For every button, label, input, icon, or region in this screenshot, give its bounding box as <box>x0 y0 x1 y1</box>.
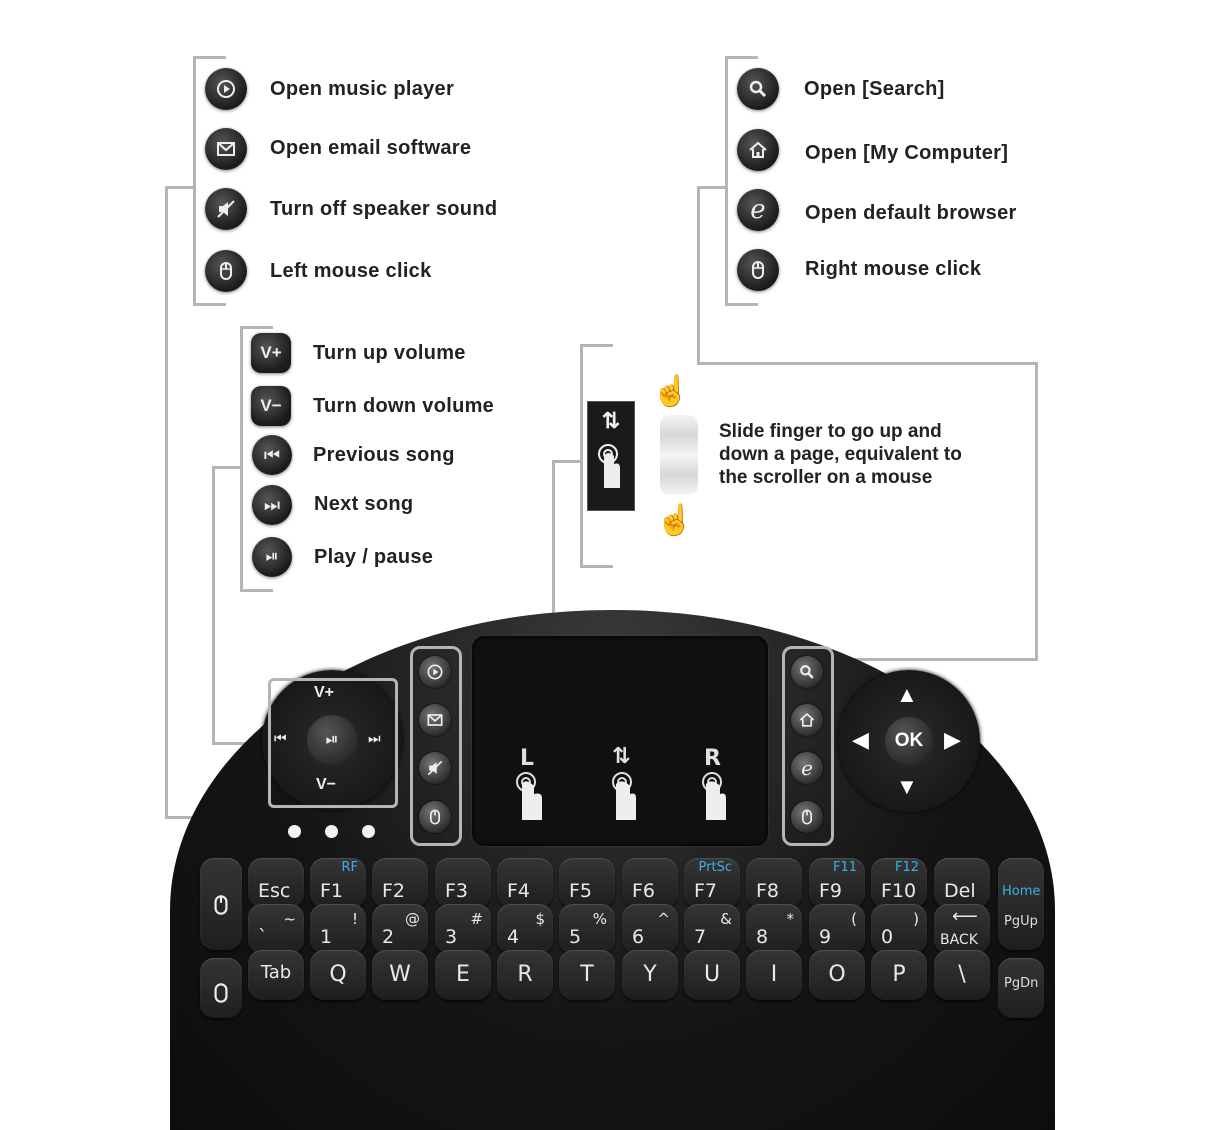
key-label: E <box>456 962 470 987</box>
key-label: 2 <box>382 926 395 948</box>
home-key[interactable] <box>998 858 1044 950</box>
letter-key[interactable] <box>559 950 615 1000</box>
key-alt-label: RF <box>341 860 358 875</box>
number-key[interactable] <box>248 904 304 954</box>
letter-key[interactable] <box>871 950 927 1000</box>
legend-label: Previous song <box>313 444 455 466</box>
home-button[interactable] <box>791 704 823 736</box>
key-label: Del <box>944 880 976 902</box>
connector-right-top-h <box>697 186 727 189</box>
legend-label: Turn down volume <box>313 395 495 417</box>
function-key[interactable] <box>622 858 678 908</box>
left-click-button[interactable] <box>419 801 451 833</box>
function-key[interactable] <box>934 858 990 908</box>
mute-button[interactable] <box>419 752 451 784</box>
connector-right-top-v <box>697 186 700 364</box>
legend-label: Open [My Computer] <box>805 142 1009 164</box>
arrow-down-button[interactable]: ▼ <box>896 774 918 799</box>
key-label: F7 <box>694 880 718 902</box>
number-key[interactable] <box>809 904 865 954</box>
mouse-left-icon <box>205 250 247 292</box>
legend-label: Turn off speaker sound <box>270 198 498 220</box>
pgup-key-label: PgUp <box>1004 914 1038 929</box>
connector-scroll-h <box>552 460 582 463</box>
function-key[interactable] <box>684 858 740 908</box>
play-pause-glyph: ⏯ <box>265 548 279 565</box>
key-label: 7 <box>694 926 707 948</box>
arrow-right-button[interactable]: ▶ <box>944 727 961 752</box>
mute-icon <box>205 188 247 230</box>
key-label: F6 <box>632 880 656 902</box>
function-key[interactable] <box>497 858 553 908</box>
scroll-caption-line: Slide finger to go up and <box>719 421 942 442</box>
scroll-caption <box>719 420 962 489</box>
key-shift-label: ~ <box>283 910 296 928</box>
key-label: F10 <box>881 880 917 902</box>
search-icon <box>737 68 779 110</box>
indicator-led <box>362 825 375 838</box>
function-key[interactable] <box>871 858 927 908</box>
previous-song-glyph: ⏮ <box>263 444 281 465</box>
side-left-click-key-2[interactable] <box>200 958 242 1018</box>
scroll-motion-icon <box>660 415 698 495</box>
key-shift-label: ) <box>913 910 919 928</box>
key-label: W <box>389 962 411 987</box>
function-key[interactable] <box>435 858 491 908</box>
key-shift-label: ! <box>351 910 358 928</box>
next-song-glyph: ⏭ <box>263 494 281 515</box>
key-label: 0 <box>881 926 894 948</box>
key-label: 5 <box>569 926 582 948</box>
letter-key[interactable] <box>372 950 428 1000</box>
legend-label: Turn up volume <box>313 342 466 364</box>
letter-key[interactable] <box>248 950 304 1000</box>
number-key[interactable] <box>622 904 678 954</box>
key-label: T <box>580 962 594 987</box>
backspace-arrow-icon: ⟵ <box>952 906 978 927</box>
search-button[interactable] <box>791 656 823 688</box>
number-key[interactable] <box>497 904 553 954</box>
key-label: Esc <box>258 880 291 902</box>
connector-left-top-v <box>165 186 168 818</box>
function-key[interactable] <box>809 858 865 908</box>
legend-label: Next song <box>314 493 414 515</box>
function-key[interactable] <box>248 858 304 908</box>
letter-key[interactable] <box>746 950 802 1000</box>
connector-left-mid-v <box>212 466 215 744</box>
scroll-gesture-icon <box>587 401 635 511</box>
key-label: F2 <box>382 880 406 902</box>
legend-label: Open email software <box>270 137 472 159</box>
number-key[interactable] <box>871 904 927 954</box>
key-label: BACK <box>940 932 978 948</box>
home-key-label: Home <box>1002 884 1041 899</box>
media-dpad-highlight <box>268 678 398 808</box>
touchpad-left-label: L <box>520 746 535 771</box>
connector-right-top-v2 <box>1035 362 1038 660</box>
volume-up-button[interactable]: V+ <box>314 684 335 701</box>
key-alt-label: F12 <box>894 860 919 875</box>
legend-label: Open music player <box>270 78 455 100</box>
scroll-caption-line: the scroller on a mouse <box>719 467 933 488</box>
number-key[interactable] <box>372 904 428 954</box>
navigation-dpad <box>838 670 980 812</box>
function-key[interactable] <box>559 858 615 908</box>
previous-song-button[interactable]: ⏮ <box>274 730 287 746</box>
function-key[interactable] <box>310 858 366 908</box>
key-shift-label: % <box>592 910 607 928</box>
key-label: 4 <box>507 926 520 948</box>
touchpad-finger-scroll-icon <box>604 770 644 836</box>
key-label: F5 <box>569 880 593 902</box>
key-label: ` <box>258 926 268 948</box>
home-icon <box>737 129 779 171</box>
number-key[interactable] <box>435 904 491 954</box>
touchpad-finger-right-icon <box>694 770 734 836</box>
music-player-icon <box>205 68 247 110</box>
legend-label: Left mouse click <box>270 260 432 282</box>
key-shift-label: ^ <box>657 910 670 928</box>
function-key[interactable] <box>372 858 428 908</box>
key-label: F3 <box>445 880 469 902</box>
email-button[interactable] <box>419 704 451 736</box>
hand-pointer-down-icon: ☝ <box>656 504 694 537</box>
side-left-click-key[interactable] <box>200 858 242 950</box>
key-label: \ <box>958 962 966 987</box>
browser-button[interactable]: e <box>791 752 823 784</box>
next-song-icon <box>252 485 292 525</box>
email-icon <box>205 128 247 170</box>
indicator-led <box>288 825 301 838</box>
touchpad-finger-left-icon <box>510 770 550 836</box>
key-shift-label: $ <box>535 910 545 928</box>
previous-song-icon <box>252 435 292 475</box>
browser-icon: e <box>737 189 779 231</box>
key-shift-label: * <box>786 910 794 928</box>
hand-pointer-up-icon: ☝ <box>652 375 690 408</box>
indicator-led <box>325 825 338 838</box>
volume-up-glyph: V+ <box>260 343 282 362</box>
number-key[interactable] <box>746 904 802 954</box>
scroll-arrows-glyph: ⇅ <box>601 408 621 433</box>
pgdn-key[interactable] <box>998 958 1044 1018</box>
key-label: R <box>517 962 533 987</box>
volume-down-glyph: V− <box>260 396 282 415</box>
mouse-right-icon <box>737 249 779 291</box>
arrow-up-button[interactable]: ▲ <box>896 682 918 707</box>
key-label: P <box>892 962 906 987</box>
key-label: 3 <box>445 926 458 948</box>
key-label: U <box>703 962 721 987</box>
next-song-button[interactable]: ⏭ <box>368 730 381 746</box>
number-key[interactable] <box>559 904 615 954</box>
key-shift-label: @ <box>405 910 420 928</box>
letter-key[interactable] <box>497 950 553 1000</box>
legend-label: Right mouse click <box>805 258 982 280</box>
letter-key[interactable] <box>934 950 990 1000</box>
volume-down-button[interactable]: V− <box>316 776 337 793</box>
key-label: O <box>828 962 846 987</box>
key-label: I <box>770 962 778 987</box>
ok-button[interactable] <box>885 717 933 765</box>
connector-right-top-h2 <box>697 362 1037 365</box>
key-label: 1 <box>320 926 333 948</box>
letter-key[interactable] <box>622 950 678 1000</box>
letter-key[interactable] <box>435 950 491 1000</box>
key-label: F1 <box>320 880 344 902</box>
right-click-button[interactable] <box>791 801 823 833</box>
touchpad-right-label: R <box>704 746 721 771</box>
key-alt-label: F11 <box>832 860 857 875</box>
music-player-button[interactable] <box>419 656 451 688</box>
legend-label: Open default browser <box>805 202 1017 224</box>
connector-left-mid-h <box>212 466 242 469</box>
letter-key[interactable] <box>684 950 740 1000</box>
scroll-caption-line: down a page, equivalent to <box>719 444 962 465</box>
function-key[interactable] <box>746 858 802 908</box>
volume-up-icon <box>251 333 291 373</box>
key-label: Q <box>329 962 347 987</box>
key-label: F8 <box>756 880 780 902</box>
volume-down-icon <box>251 386 291 426</box>
letter-key[interactable] <box>310 950 366 1000</box>
key-alt-label: PrtSc <box>698 860 732 875</box>
key-label: 6 <box>632 926 645 948</box>
play-pause-icon: ⏯ <box>325 731 339 748</box>
key-label: Tab <box>260 962 292 983</box>
arrow-left-button[interactable]: ◀ <box>852 727 869 752</box>
backspace-key[interactable] <box>934 904 990 954</box>
ok-label: OK <box>894 730 924 751</box>
key-shift-label: & <box>720 910 732 928</box>
key-label: F9 <box>819 880 843 902</box>
key-label: 8 <box>756 926 769 948</box>
legend-label: Open [Search] <box>804 78 945 100</box>
key-label: Y <box>643 962 657 987</box>
legend-label: Play / pause <box>314 546 434 568</box>
key-label: F4 <box>507 880 531 902</box>
pgdn-key-label: PgDn <box>1004 976 1039 991</box>
touchpad-scroll-label: ⇅ <box>612 744 631 769</box>
connector-left-top-h <box>165 186 195 189</box>
letter-key[interactable] <box>809 950 865 1000</box>
play-pause-icon <box>252 537 292 577</box>
key-label: 9 <box>819 926 832 948</box>
key-shift-label: ( <box>851 910 857 928</box>
key-shift-label: # <box>470 910 483 928</box>
number-key[interactable] <box>310 904 366 954</box>
number-key[interactable] <box>684 904 740 954</box>
